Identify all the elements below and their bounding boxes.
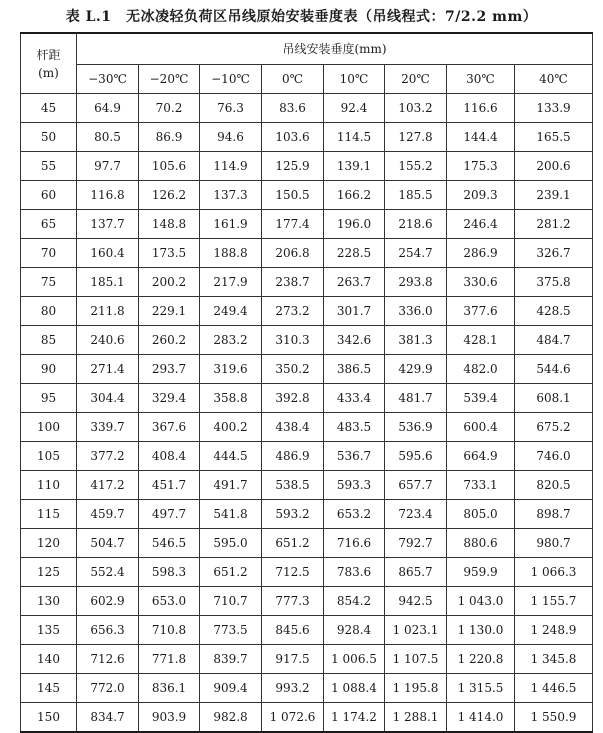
sag-cell: 1 130.0 — [447, 616, 515, 645]
table-row — [21, 703, 593, 733]
sag-cell: 482.0 — [447, 355, 515, 384]
sag-cell: 301.7 — [324, 297, 385, 326]
sag-cell: 133.9 — [515, 94, 593, 123]
sag-cell: 1 414.0 — [447, 703, 515, 733]
sag-cell: 1 072.6 — [262, 703, 324, 733]
sag-cell: 139.1 — [324, 152, 385, 181]
sag-cell: 310.3 — [262, 326, 324, 355]
sag-cell: 504.7 — [77, 529, 139, 558]
sag-cell: 657.7 — [385, 471, 447, 500]
sag-cell: 273.2 — [262, 297, 324, 326]
table-row — [21, 123, 593, 152]
table-row — [21, 471, 593, 500]
temperature-header: −10℃ — [200, 65, 262, 94]
sag-cell: 86.9 — [139, 123, 200, 152]
sag-cell: 70.2 — [139, 94, 200, 123]
sag-cell: 451.7 — [139, 471, 200, 500]
table-row — [21, 297, 593, 326]
span-cell: 150 — [21, 703, 77, 733]
sag-cell: 600.4 — [447, 413, 515, 442]
sag-cell: 64.9 — [77, 94, 139, 123]
sag-cell: 80.5 — [77, 123, 139, 152]
sag-cell: 917.5 — [262, 645, 324, 674]
sag-cell: 982.8 — [200, 703, 262, 733]
table-row — [21, 558, 593, 587]
sag-cell: 116.8 — [77, 181, 139, 210]
sag-cell: 1 043.0 — [447, 587, 515, 616]
sag-cell: 444.5 — [200, 442, 262, 471]
table-row — [21, 355, 593, 384]
sag-cell: 993.2 — [262, 674, 324, 703]
span-header — [21, 33, 77, 94]
temperature-header: 40℃ — [515, 65, 593, 94]
sag-cell: 386.5 — [324, 355, 385, 384]
sag-cell: 229.1 — [139, 297, 200, 326]
sag-cell: 839.7 — [200, 645, 262, 674]
sag-cell: 239.1 — [515, 181, 593, 210]
sag-cell: 1 195.8 — [385, 674, 447, 703]
sag-cell: 319.6 — [200, 355, 262, 384]
sag-cell: 218.6 — [385, 210, 447, 239]
sag-cell: 228.5 — [324, 239, 385, 268]
table-row — [21, 645, 593, 674]
table-row — [21, 587, 593, 616]
sag-cell: 217.9 — [200, 268, 262, 297]
sag-cell: 173.5 — [139, 239, 200, 268]
sag-cell: 486.9 — [262, 442, 324, 471]
table-row — [21, 384, 593, 413]
sag-cell: 898.7 — [515, 500, 593, 529]
sag-cell: 593.3 — [324, 471, 385, 500]
sag-cell: 903.9 — [139, 703, 200, 733]
sag-cell: 137.7 — [77, 210, 139, 239]
sag-cell: 200.2 — [139, 268, 200, 297]
sag-cell: 177.4 — [262, 210, 324, 239]
sag-cell: 392.8 — [262, 384, 324, 413]
sag-cell: 92.4 — [324, 94, 385, 123]
span-cell: 60 — [21, 181, 77, 210]
sag-cell: 491.7 — [200, 471, 262, 500]
span-cell: 85 — [21, 326, 77, 355]
table-row — [21, 442, 593, 471]
sag-cell: 656.3 — [77, 616, 139, 645]
sag-cell: 336.0 — [385, 297, 447, 326]
sag-cell: 723.4 — [385, 500, 447, 529]
sag-cell: 161.9 — [200, 210, 262, 239]
sag-cell: 125.9 — [262, 152, 324, 181]
table-row — [21, 239, 593, 268]
sag-cell: 342.6 — [324, 326, 385, 355]
sag-cell: 1 345.8 — [515, 645, 593, 674]
span-cell: 75 — [21, 268, 77, 297]
sag-cell: 1 315.5 — [447, 674, 515, 703]
sag-cell: 83.6 — [262, 94, 324, 123]
span-cell: 110 — [21, 471, 77, 500]
sag-cell: 127.8 — [385, 123, 447, 152]
sag-cell: 805.0 — [447, 500, 515, 529]
sag-cell: 408.4 — [139, 442, 200, 471]
span-cell: 95 — [21, 384, 77, 413]
sag-cell: 845.6 — [262, 616, 324, 645]
sag-cell: 429.9 — [385, 355, 447, 384]
sag-cell: 1 155.7 — [515, 587, 593, 616]
sag-cell: 836.1 — [139, 674, 200, 703]
temperature-header: 0℃ — [262, 65, 324, 94]
sag-cell: 185.5 — [385, 181, 447, 210]
span-cell: 45 — [21, 94, 77, 123]
sag-cell: 188.8 — [200, 239, 262, 268]
temperature-header: −30℃ — [77, 65, 139, 94]
table-row — [21, 268, 593, 297]
sag-cell: 481.7 — [385, 384, 447, 413]
sag-cell: 653.2 — [324, 500, 385, 529]
temperature-header: −20℃ — [139, 65, 200, 94]
sag-cell: 114.5 — [324, 123, 385, 152]
sag-cell: 200.6 — [515, 152, 593, 181]
sag-cell: 144.4 — [447, 123, 515, 152]
span-cell: 145 — [21, 674, 77, 703]
span-cell: 135 — [21, 616, 77, 645]
span-cell: 120 — [21, 529, 77, 558]
sag-cell: 459.7 — [77, 500, 139, 529]
sag-cell: 1 107.5 — [385, 645, 447, 674]
span-cell: 50 — [21, 123, 77, 152]
sag-cell: 712.5 — [262, 558, 324, 587]
sag-cell: 428.1 — [447, 326, 515, 355]
sag-cell: 1 023.1 — [385, 616, 447, 645]
sag-cell: 773.5 — [200, 616, 262, 645]
table-row — [21, 94, 593, 123]
sag-cell: 339.7 — [77, 413, 139, 442]
sag-cell: 209.3 — [447, 181, 515, 210]
sag-cell: 928.4 — [324, 616, 385, 645]
sag-cell: 375.8 — [515, 268, 593, 297]
table-row — [21, 500, 593, 529]
span-cell: 115 — [21, 500, 77, 529]
sag-cell: 595.6 — [385, 442, 447, 471]
sag-cell: 771.8 — [139, 645, 200, 674]
table-row — [21, 529, 593, 558]
sag-cell: 97.7 — [77, 152, 139, 181]
sag-cell: 651.2 — [262, 529, 324, 558]
sag-cell: 716.6 — [324, 529, 385, 558]
sag-cell: 185.1 — [77, 268, 139, 297]
sag-cell: 293.7 — [139, 355, 200, 384]
sag-cell: 211.8 — [77, 297, 139, 326]
sag-cell: 281.2 — [515, 210, 593, 239]
sag-cell: 196.0 — [324, 210, 385, 239]
table-row — [21, 152, 593, 181]
sag-cell: 260.2 — [139, 326, 200, 355]
sag-cell: 653.0 — [139, 587, 200, 616]
sag-cell: 1 446.5 — [515, 674, 593, 703]
sag-cell: 484.7 — [515, 326, 593, 355]
sag-cell: 400.2 — [200, 413, 262, 442]
sag-cell: 249.4 — [200, 297, 262, 326]
sag-cell: 536.9 — [385, 413, 447, 442]
sag-cell: 710.8 — [139, 616, 200, 645]
span-unit: (m) — [38, 65, 59, 80]
table-row — [21, 413, 593, 442]
sag-cell: 1 288.1 — [385, 703, 447, 733]
sag-cell: 595.0 — [200, 529, 262, 558]
sag-cell: 238.7 — [262, 268, 324, 297]
sag-cell: 538.5 — [262, 471, 324, 500]
span-cell: 90 — [21, 355, 77, 384]
sag-cell: 675.2 — [515, 413, 593, 442]
sag-cell: 283.2 — [200, 326, 262, 355]
sag-cell: 165.5 — [515, 123, 593, 152]
sag-cell: 326.7 — [515, 239, 593, 268]
sag-cell: 1 550.9 — [515, 703, 593, 733]
sag-cell: 792.7 — [385, 529, 447, 558]
sag-cell: 536.7 — [324, 442, 385, 471]
sag-cell: 148.8 — [139, 210, 200, 239]
sag-cell: 865.7 — [385, 558, 447, 587]
temperature-header: 10℃ — [324, 65, 385, 94]
sag-cell: 428.5 — [515, 297, 593, 326]
table-row — [21, 181, 593, 210]
sag-cell: 777.3 — [262, 587, 324, 616]
sag-cell: 1 066.3 — [515, 558, 593, 587]
sag-cell: 137.3 — [200, 181, 262, 210]
sag-cell: 497.7 — [139, 500, 200, 529]
sag-cell: 539.4 — [447, 384, 515, 413]
sag-cell: 942.5 — [385, 587, 447, 616]
sag-table — [20, 32, 593, 733]
sag-cell: 330.6 — [447, 268, 515, 297]
sag-cell: 733.1 — [447, 471, 515, 500]
sag-cell: 909.4 — [200, 674, 262, 703]
sag-cell: 367.6 — [139, 413, 200, 442]
span-cell: 140 — [21, 645, 77, 674]
sag-cell: 105.6 — [139, 152, 200, 181]
sag-cell: 114.9 — [200, 152, 262, 181]
table-row — [21, 210, 593, 239]
sag-cell: 746.0 — [515, 442, 593, 471]
temperature-header: 30℃ — [447, 65, 515, 94]
sag-cell: 664.9 — [447, 442, 515, 471]
sag-cell: 271.4 — [77, 355, 139, 384]
sag-cell: 1 088.4 — [324, 674, 385, 703]
sag-cell: 286.9 — [447, 239, 515, 268]
sag-cell: 651.2 — [200, 558, 262, 587]
sag-cell: 483.5 — [324, 413, 385, 442]
sag-cell: 160.4 — [77, 239, 139, 268]
sag-cell: 103.6 — [262, 123, 324, 152]
sag-cell: 254.7 — [385, 239, 447, 268]
sag-cell: 293.8 — [385, 268, 447, 297]
sag-cell: 150.5 — [262, 181, 324, 210]
sag-cell: 541.8 — [200, 500, 262, 529]
sag-cell: 712.6 — [77, 645, 139, 674]
span-cell: 70 — [21, 239, 77, 268]
sag-cell: 240.6 — [77, 326, 139, 355]
sag-cell: 166.2 — [324, 181, 385, 210]
sag-cell: 126.2 — [139, 181, 200, 210]
table-row — [21, 326, 593, 355]
sag-cell: 358.8 — [200, 384, 262, 413]
sag-cell: 772.0 — [77, 674, 139, 703]
table-body — [21, 94, 593, 733]
span-cell: 125 — [21, 558, 77, 587]
sag-cell: 206.8 — [262, 239, 324, 268]
span-cell: 100 — [21, 413, 77, 442]
span-cell: 55 — [21, 152, 77, 181]
sag-cell: 880.6 — [447, 529, 515, 558]
sag-cell: 854.2 — [324, 587, 385, 616]
sag-cell: 602.9 — [77, 587, 139, 616]
sag-cell: 175.3 — [447, 152, 515, 181]
sag-cell: 834.7 — [77, 703, 139, 733]
sag-cell: 329.4 — [139, 384, 200, 413]
sag-cell: 350.2 — [262, 355, 324, 384]
sag-cell: 1 220.8 — [447, 645, 515, 674]
sag-cell: 417.2 — [77, 471, 139, 500]
span-cell: 65 — [21, 210, 77, 239]
sag-cell: 959.9 — [447, 558, 515, 587]
sag-header: 吊线安装垂度(mm) — [77, 33, 593, 65]
sag-cell: 1 174.2 — [324, 703, 385, 733]
sag-cell: 94.6 — [200, 123, 262, 152]
sag-cell: 377.2 — [77, 442, 139, 471]
span-label: 杆距 — [36, 47, 61, 62]
sag-cell: 710.7 — [200, 587, 262, 616]
temperature-header: 20℃ — [385, 65, 447, 94]
sag-cell: 103.2 — [385, 94, 447, 123]
sag-cell: 76.3 — [200, 94, 262, 123]
temperature-header-row — [21, 65, 593, 94]
table-row — [21, 674, 593, 703]
sag-cell: 381.3 — [385, 326, 447, 355]
sag-cell: 608.1 — [515, 384, 593, 413]
sag-cell: 263.7 — [324, 268, 385, 297]
sag-cell: 593.2 — [262, 500, 324, 529]
sag-cell: 438.4 — [262, 413, 324, 442]
sag-cell: 377.6 — [447, 297, 515, 326]
sag-cell: 155.2 — [385, 152, 447, 181]
span-cell: 105 — [21, 442, 77, 471]
sag-cell: 433.4 — [324, 384, 385, 413]
span-cell: 130 — [21, 587, 77, 616]
sag-cell: 598.3 — [139, 558, 200, 587]
sag-cell: 116.6 — [447, 94, 515, 123]
sag-cell: 546.5 — [139, 529, 200, 558]
span-cell: 80 — [21, 297, 77, 326]
sag-cell: 783.6 — [324, 558, 385, 587]
sag-cell: 544.6 — [515, 355, 593, 384]
sag-cell: 304.4 — [77, 384, 139, 413]
sag-cell: 1 248.9 — [515, 616, 593, 645]
sag-cell: 1 006.5 — [324, 645, 385, 674]
sag-cell: 820.5 — [515, 471, 593, 500]
table-title: 表 L.1 无冰凌轻负荷区吊线原始安装垂度表（吊线程式：7/2.2 mm） — [65, 9, 538, 25]
sag-cell: 980.7 — [515, 529, 593, 558]
sag-cell: 552.4 — [77, 558, 139, 587]
sag-cell: 246.4 — [447, 210, 515, 239]
table-row — [21, 616, 593, 645]
